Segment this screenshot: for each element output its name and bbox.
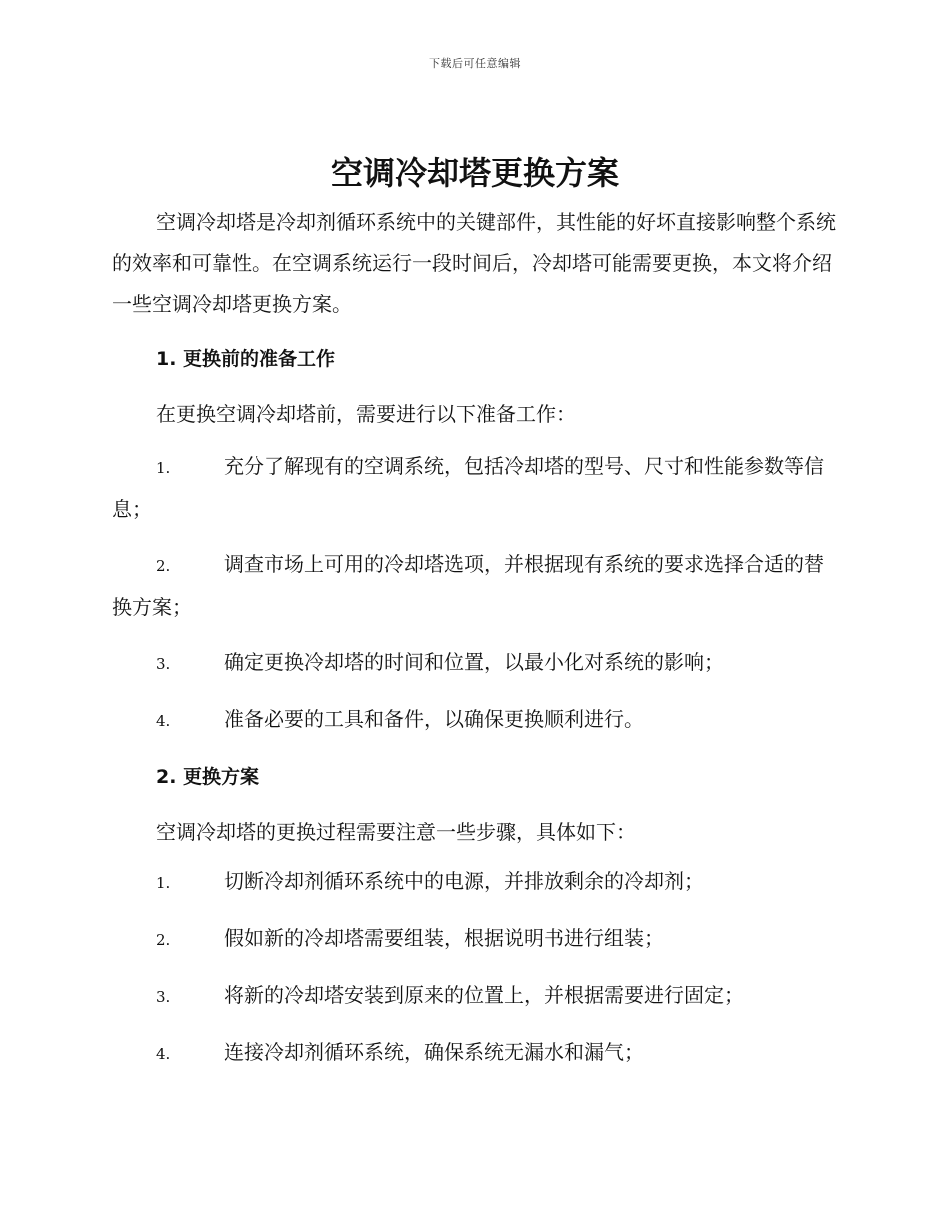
list-item	[112, 642, 836, 685]
list-item	[112, 918, 836, 961]
list-item-text: 切断冷却剂循环系统中的电源，并排放剩余的冷却剂；	[224, 869, 704, 893]
list-item-number: 4.	[156, 1045, 171, 1063]
document-body	[112, 200, 836, 1075]
list-item	[112, 446, 836, 530]
list-item-text: 准备必要的工具和备件，以确保更换顺利进行。	[224, 707, 644, 731]
list-item-text: 充分了解现有的空调系统，包括冷却塔的型号、尺寸和性能参数等信息；	[112, 454, 824, 521]
document-title: 空调冷却塔更换方案	[330, 154, 619, 192]
section-heading-replacement: 2. 更换方案	[156, 766, 260, 788]
section-lead-replacement: 空调冷却塔的更换过程需要注意一些步骤，具体如下：	[156, 820, 636, 844]
list-item-number: 1.	[156, 459, 171, 477]
list-item-number: 2.	[156, 931, 171, 949]
list-item-number: 1.	[156, 874, 171, 892]
list-item	[112, 861, 836, 904]
list-item-number: 3.	[156, 988, 171, 1006]
list-item	[112, 1032, 836, 1075]
section-heading-preparation: 1. 更换前的准备工作	[156, 348, 336, 370]
list-item-text: 将新的冷却塔安装到原来的位置上，并根据需要进行固定；	[224, 983, 744, 1007]
header-note: 下载后可任意编辑	[429, 57, 521, 70]
list-item	[112, 699, 836, 742]
list-item-text: 调查市场上可用的冷却塔选项，并根据现有系统的要求选择合适的替换方案；	[112, 552, 824, 619]
list-item-number: 2.	[156, 557, 171, 575]
section-lead-preparation: 在更换空调冷却塔前，需要进行以下准备工作：	[156, 402, 576, 426]
list-item	[112, 975, 836, 1018]
list-item-number: 3.	[156, 655, 171, 673]
list-item	[112, 544, 836, 628]
list-item-number: 4.	[156, 712, 171, 730]
list-item-text: 确定更换冷却塔的时间和位置，以最小化对系统的影响；	[224, 650, 724, 674]
intro-paragraph: 空调冷却塔是冷却剂循环系统中的关键部件，其性能的好坏直接影响整个系统的效率和可靠性。在空调系统运行一段时间后，冷却塔可能需要更换，本文将介绍一些空调冷却塔更换方案。	[112, 210, 836, 316]
list-item-text: 假如新的冷却塔需要组装，根据说明书进行组装；	[224, 926, 664, 950]
list-item-text: 连接冷却剂循环系统，确保系统无漏水和漏气；	[224, 1040, 644, 1064]
